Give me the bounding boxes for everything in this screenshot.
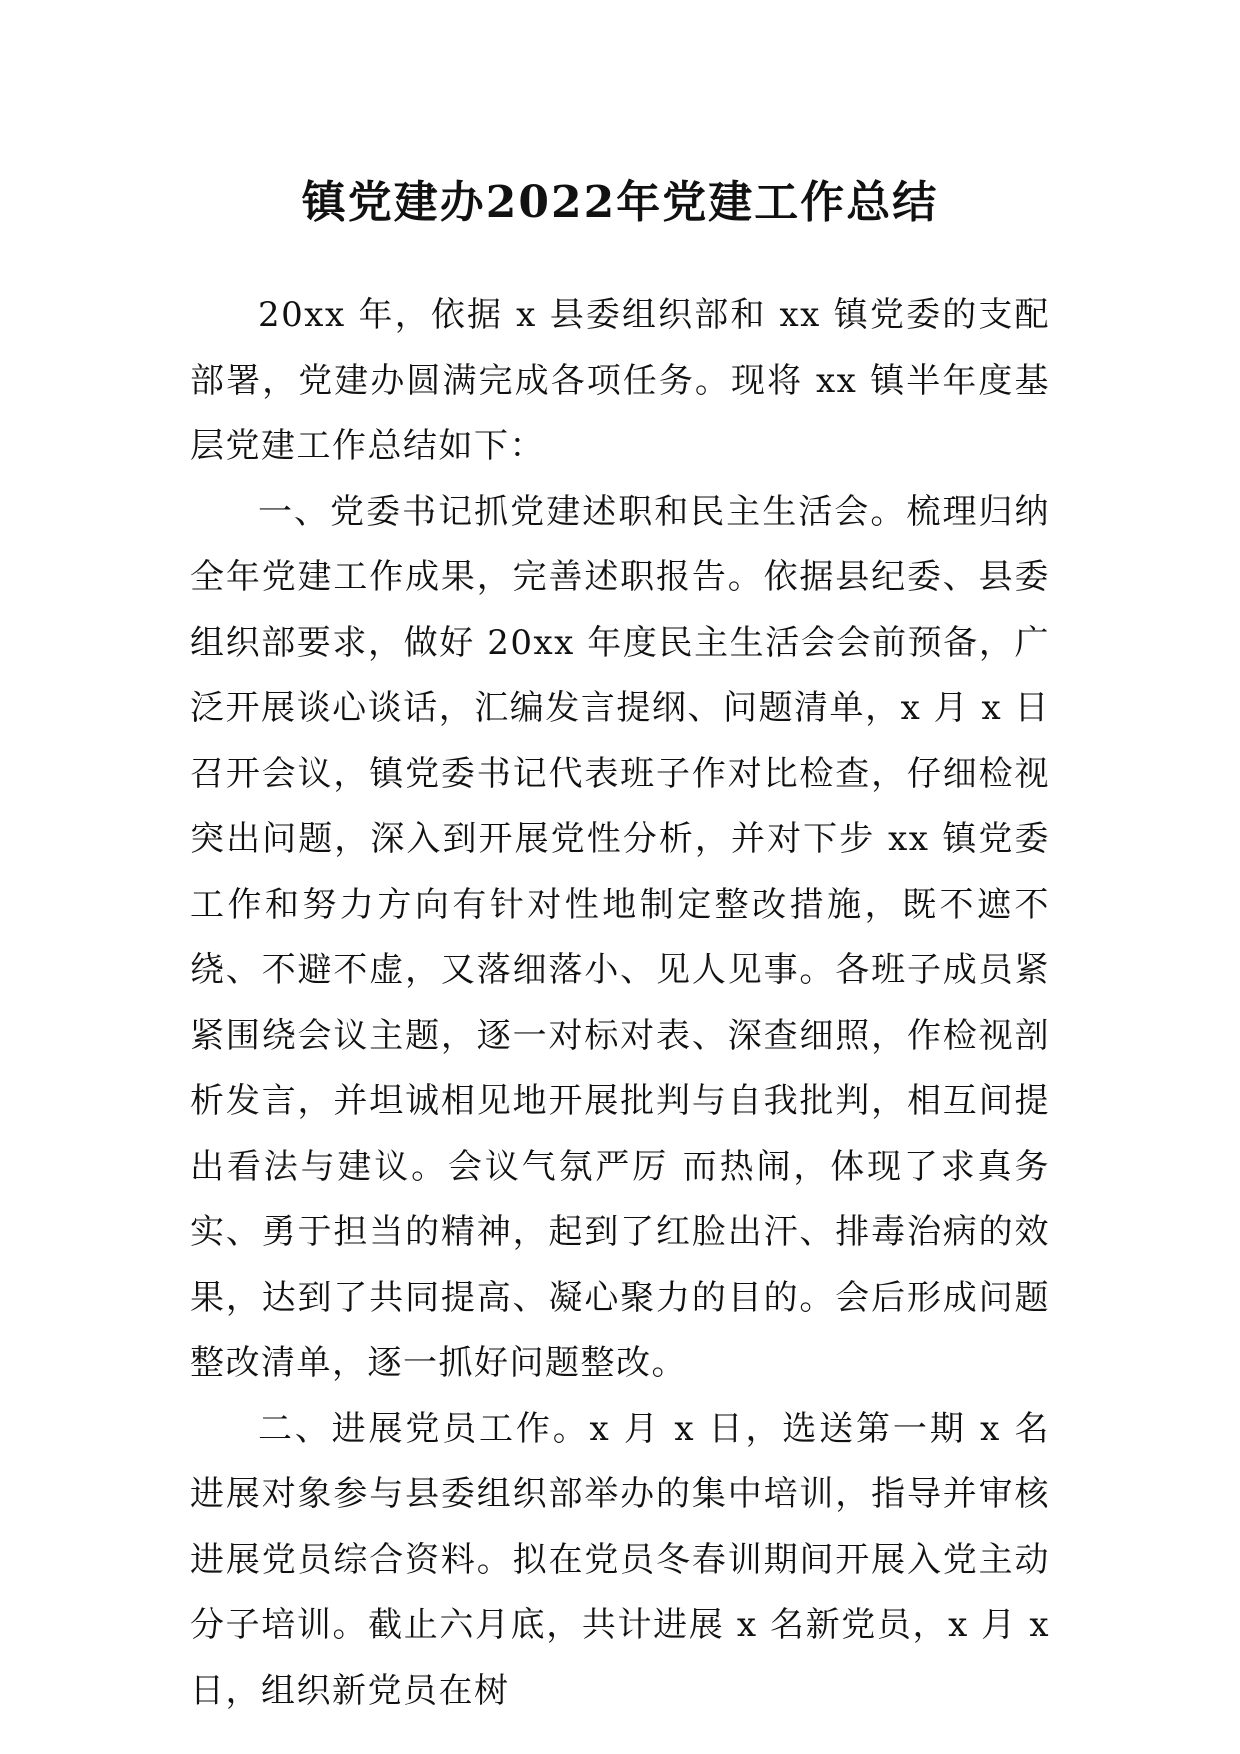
- paragraph-section-2: 二、进展党员工作。x 月 x 日，选送第一期 x 名进展对象参与县委组织部举办的集中培训，指导并审核进展党员综合资料。拟在党员冬春训期间开展入党主动分子培训。截止六月底，共计进展 x 名新党员，x 月 x 日，组织新党员在树: [190, 1408, 1050, 1711]
- paragraph-intro: 20xx 年，依据 x 县委组织部和 xx 镇党委的支配部署，党建办圆满完成各项任务。现将 xx 镇半年度基层党建工作总结如下：: [190, 295, 1050, 466]
- document-body: [190, 283, 1050, 1724]
- paragraph-section-1: 一、党委书记抓党建述职和民主生活会。梳理归纳全年党建工作成果，完善述职报告。依据县纪委、县委组织部要求，做好 20xx 年度民主生活会会前预备，广泛开展谈心谈话，汇编发言提纲、问题清单，x 月 x 日召开会议，镇党委书记代表班子作对比检查，仔细检视突出问题，深入到开展党性分析，并对下步 xx 镇党委工作和努力方向有针对性地制定整改措施，既不遮不绕、不避不虚，又落细落小、见人见事。各班子成员紧紧围绕会议主题，逐一对标对表、深查细照，作检视剖析发言，并坦诚相见地开展批判与自我批判，相互间提出看法与建议。会议气氛严厉 而热闹，体现了求真务实、勇于担当的精神，起到了红脸出汗、排毒治病的效果，达到了共同提高、凝心聚力的目的。会后形成问题整改清单，逐一抓好问题整改。: [190, 491, 1050, 1383]
- document-title: 镇党建办2022年党建工作总结: [301, 177, 939, 228]
